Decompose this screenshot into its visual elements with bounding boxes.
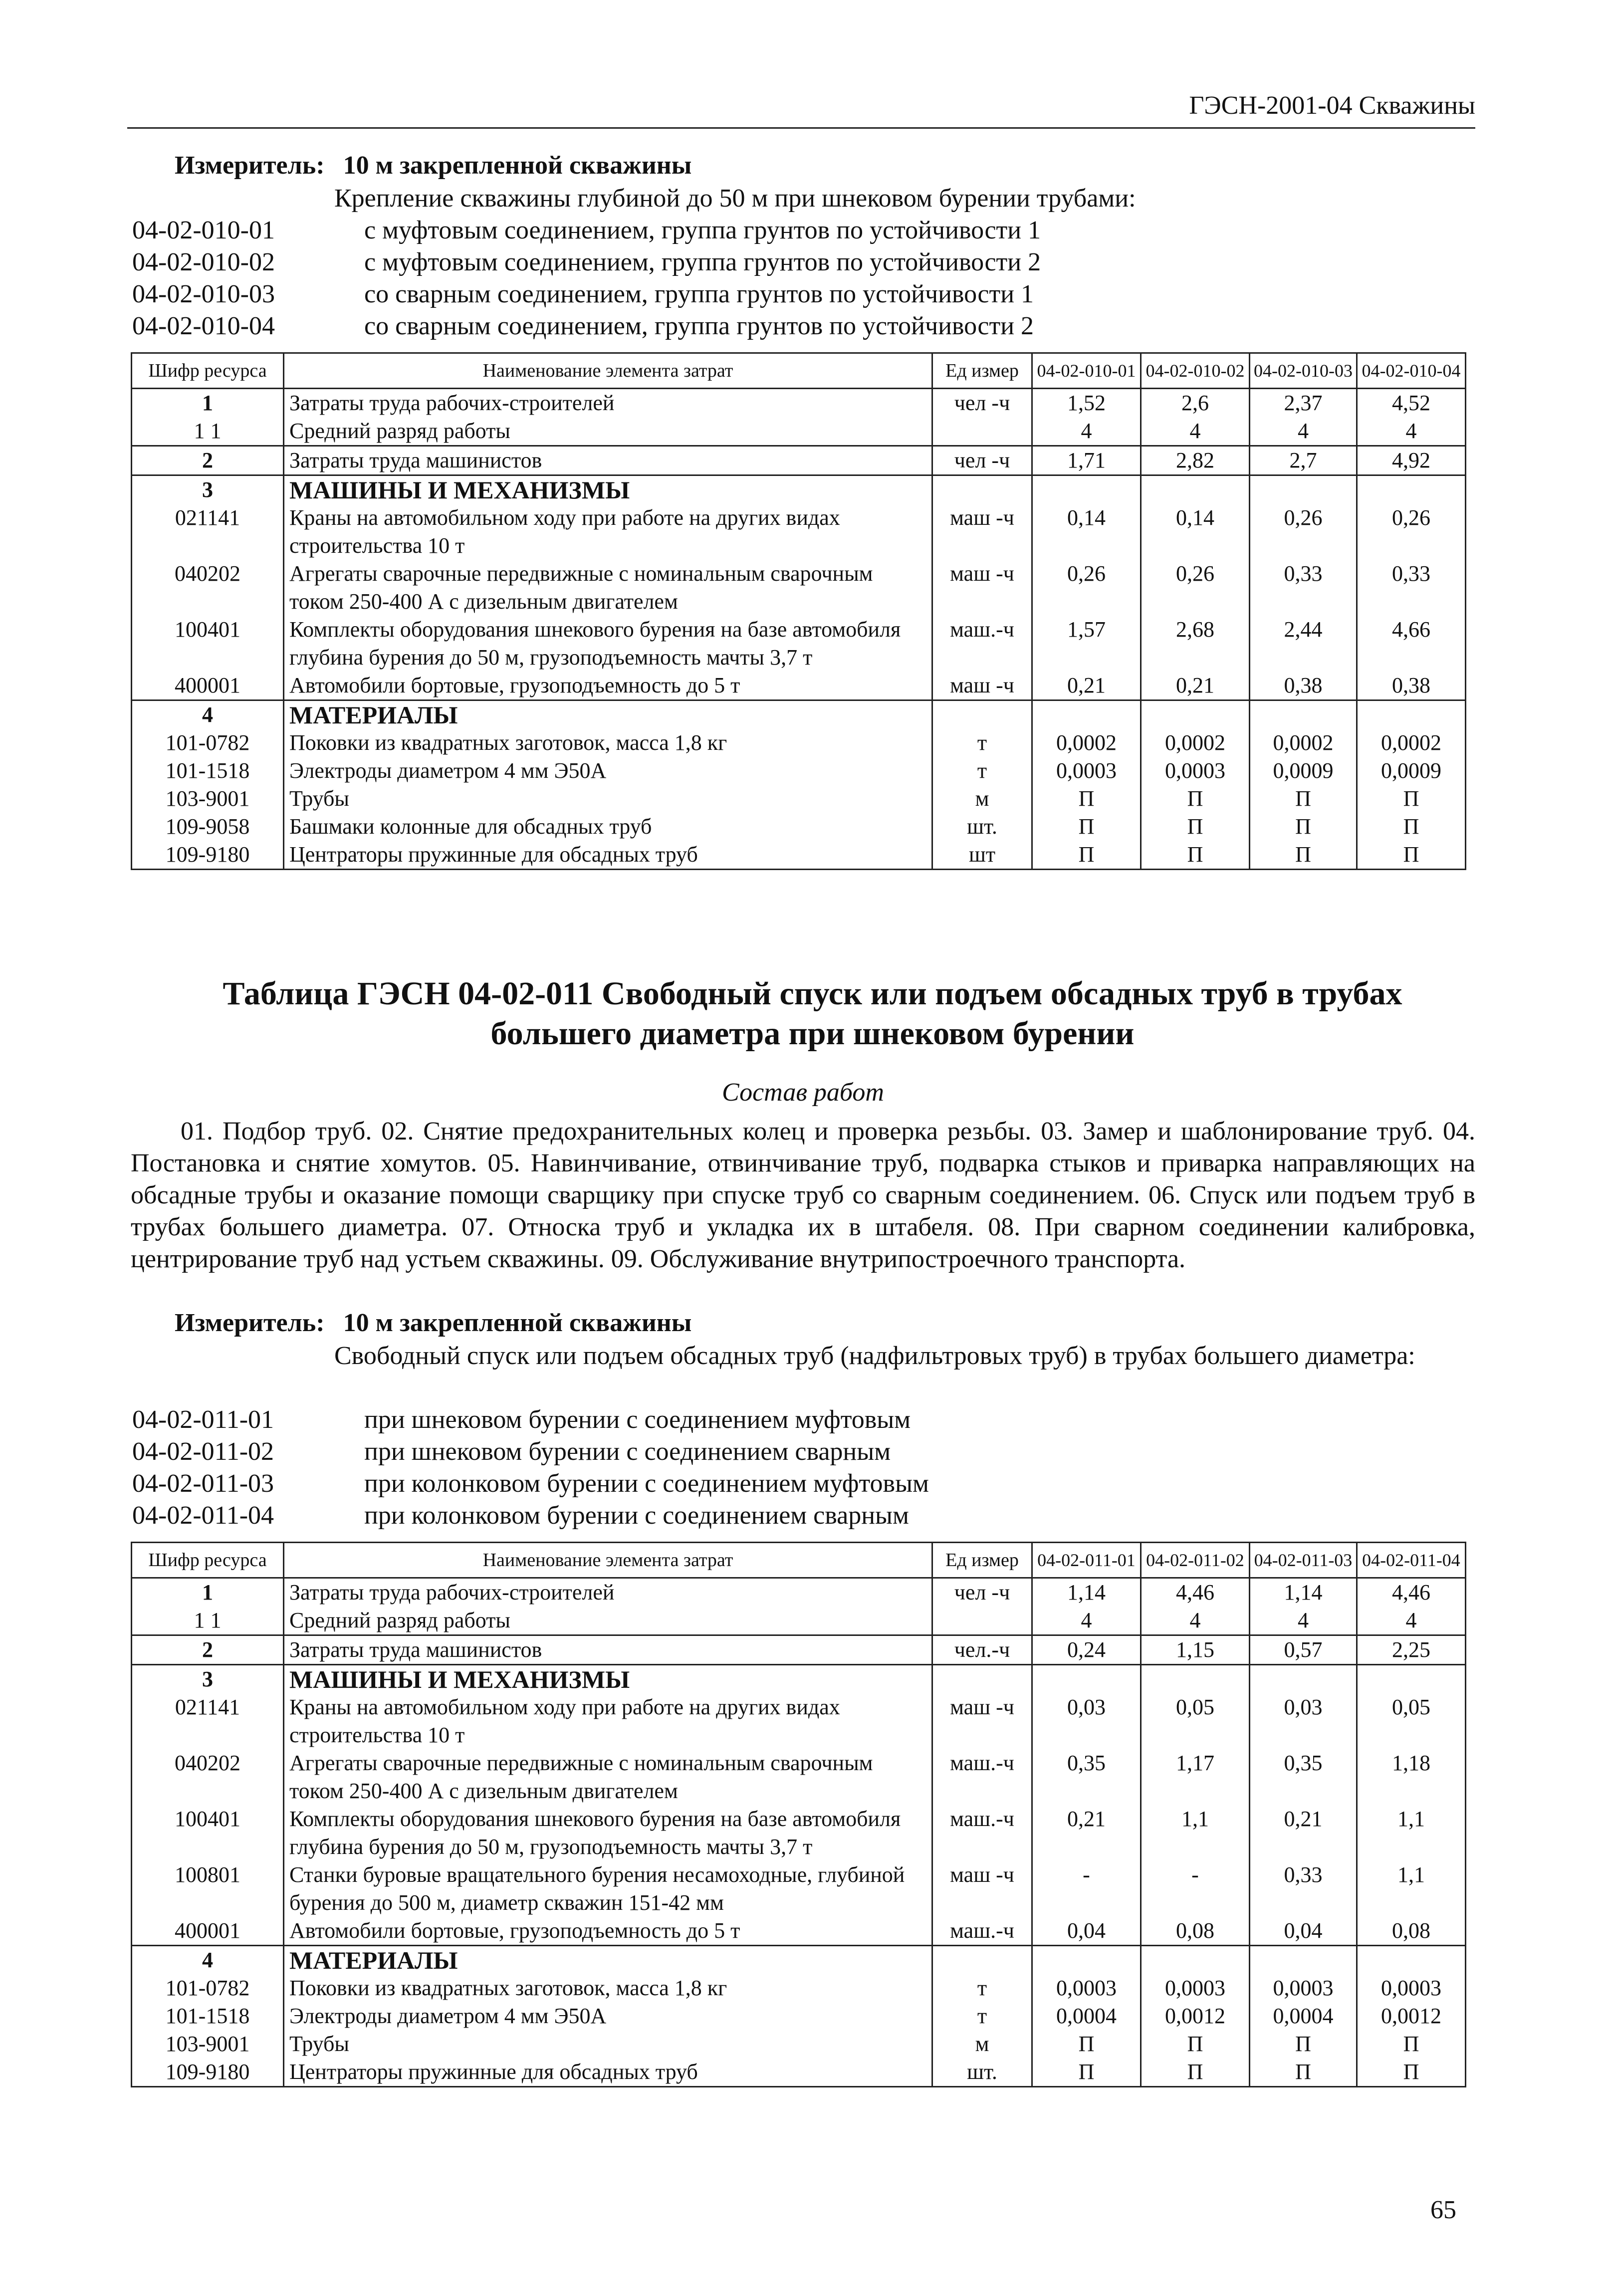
cell-unit: чел -ч (932, 446, 1032, 475)
cell-cost-element: Центраторы пружинные для обсадных труб (284, 841, 932, 870)
cell-norm-value: 1,1 (1141, 1805, 1250, 1861)
cell-norm-value: 4,52 (1357, 389, 1466, 418)
item-code: 04-02-010-01 (132, 216, 275, 244)
cell-norm-value: 1,52 (1032, 389, 1141, 418)
cell-cost-element: Затраты труда рабочих-строителей (284, 1578, 932, 1607)
cell-resource-code: 2 (132, 446, 284, 475)
header-norm-code: 04-02-010-02 (1141, 353, 1250, 389)
cell-resource-code: 3 (132, 475, 284, 504)
cell-unit (932, 700, 1032, 729)
norm-table-011 (131, 1542, 1466, 2087)
item-desc: со сварным соединением, группа грунтов по устойчивости 2 (364, 312, 1034, 340)
cell-norm-value: - (1032, 1861, 1141, 1917)
cell-norm-value: 0,38 (1250, 672, 1357, 700)
cell-cost-element: Краны на автомобильном ходу при работе на других видах строительства 10 т (284, 504, 932, 560)
cell-norm-value: П (1032, 813, 1141, 841)
header-norm-code: 04-02-011-03 (1250, 1543, 1357, 1578)
cell-norm-value: 1,17 (1141, 1749, 1250, 1805)
cell-norm-value: П (1141, 2030, 1250, 2058)
cell-norm-value: 4,66 (1357, 616, 1466, 672)
cell-norm-value: 0,0002 (1141, 729, 1250, 757)
code-list-item (132, 1500, 1475, 1532)
table-row (132, 1749, 1466, 1805)
cell-norm-value: 0,04 (1032, 1917, 1141, 1946)
cell-norm-value: 0,0002 (1357, 729, 1466, 757)
block2-code-list (132, 1404, 1475, 1532)
header-norm-code: 04-02-010-01 (1032, 353, 1141, 389)
item-code: 04-02-010-03 (132, 280, 275, 308)
cell-norm-value: П (1032, 841, 1141, 870)
cell-unit: маш -ч (932, 1693, 1032, 1749)
cell-norm-value: 2,6 (1141, 389, 1250, 418)
item-desc: с муфтовым соединением, группа грунтов по устойчивости 2 (364, 248, 1041, 276)
cell-resource-code: 101-1518 (132, 2002, 284, 2030)
table-row (132, 729, 1466, 757)
table-row (132, 504, 1466, 560)
cell-norm-value: 0,0003 (1032, 757, 1141, 785)
code-list-item (132, 215, 1475, 246)
table-row (132, 1974, 1466, 2002)
cell-norm-value: 4 (1250, 1607, 1357, 1635)
item-code: 04-02-011-02 (132, 1437, 274, 1466)
cell-norm-value: П (1141, 813, 1250, 841)
table-header-row (132, 353, 1466, 389)
cell-resource-code: 109-9058 (132, 813, 284, 841)
running-header: ГЭСН-2001-04 Скважины (127, 91, 1475, 129)
cell-unit (932, 1665, 1032, 1694)
cell-unit: чел -ч (932, 389, 1032, 418)
cell-resource-code: 040202 (132, 560, 284, 616)
cell-unit: т (932, 1974, 1032, 2002)
cell-norm-value: 0,03 (1032, 1693, 1141, 1749)
cell-norm-value: 1,15 (1141, 1635, 1250, 1665)
item-code: 04-02-011-04 (132, 1501, 274, 1530)
cell-norm-value: П (1141, 841, 1250, 870)
cell-resource-code: 109-9180 (132, 841, 284, 870)
cell-cost-element: Трубы (284, 785, 932, 813)
cell-cost-element: Поковки из квадратных заготовок, масса 1,8 кг (284, 1974, 932, 2002)
table-row (132, 475, 1466, 504)
cell-norm-value: 1,1 (1357, 1805, 1466, 1861)
cell-norm-value: 0,0003 (1141, 757, 1250, 785)
item-desc: со сварным соединением, группа грунтов по устойчивости 1 (364, 280, 1034, 308)
cell-norm-value (1357, 475, 1466, 504)
cell-norm-value: 2,68 (1141, 616, 1250, 672)
cell-norm-value: 4 (1357, 417, 1466, 446)
table-row (132, 389, 1466, 418)
cell-unit: т (932, 2002, 1032, 2030)
table-header-row (132, 1543, 1466, 1578)
cell-norm-value: 4,46 (1357, 1578, 1466, 1607)
cell-norm-value: 0,0004 (1250, 2002, 1357, 2030)
cell-norm-value (1032, 700, 1141, 729)
measure-line-2 (175, 1307, 1476, 1339)
cell-norm-value: 4 (1357, 1607, 1466, 1635)
cell-norm-value (1357, 700, 1466, 729)
cell-norm-value: П (1032, 2058, 1141, 2087)
cell-unit: шт. (932, 2058, 1032, 2087)
cell-norm-value: 0,04 (1250, 1917, 1357, 1946)
table-row (132, 1665, 1466, 1694)
cell-unit: маш -ч (932, 560, 1032, 616)
table-row (132, 1861, 1466, 1917)
cell-cost-element: МАТЕРИАЛЫ (284, 700, 932, 729)
cell-norm-value (1357, 1946, 1466, 1975)
cell-norm-value: 0,21 (1141, 672, 1250, 700)
header-unit: Ед измер (932, 1543, 1032, 1578)
cell-norm-value: 0,35 (1250, 1749, 1357, 1805)
cell-norm-value (1141, 1946, 1250, 1975)
cell-cost-element: Электроды диаметром 4 мм Э50А (284, 757, 932, 785)
cell-norm-value: 0,26 (1357, 504, 1466, 560)
cell-norm-value: 2,37 (1250, 389, 1357, 418)
cell-unit (932, 1607, 1032, 1635)
page-number: 65 (1430, 2196, 1456, 2224)
norm-table-010 (131, 352, 1466, 870)
table-body (132, 1578, 1466, 2087)
cell-norm-value: П (1357, 841, 1466, 870)
cell-unit: шт. (932, 813, 1032, 841)
header-norm-code: 04-02-010-04 (1357, 353, 1466, 389)
cell-norm-value: 0,0003 (1250, 1974, 1357, 2002)
table-row (132, 2002, 1466, 2030)
cell-unit (932, 1946, 1032, 1975)
cell-unit: м (932, 785, 1032, 813)
cell-norm-value: 0,24 (1032, 1635, 1141, 1665)
table-row (132, 1635, 1466, 1665)
cell-norm-value (1032, 1665, 1141, 1694)
cell-norm-value: П (1250, 813, 1357, 841)
cell-resource-code: 1 1 (132, 417, 284, 446)
code-list-item (132, 278, 1475, 310)
header-norm-code: 04-02-011-01 (1032, 1543, 1141, 1578)
header-resource-code: Шифр ресурса (132, 1543, 284, 1578)
code-list-item (132, 1436, 1475, 1468)
cell-norm-value: 4,46 (1141, 1578, 1250, 1607)
cell-norm-value: 0,21 (1250, 1805, 1357, 1861)
cell-norm-value: 0,08 (1141, 1917, 1250, 1946)
cell-unit: маш.-ч (932, 1749, 1032, 1805)
cell-cost-element: Автомобили бортовые, грузоподъемность до 5 т (284, 1917, 932, 1946)
cell-norm-value (1032, 1946, 1141, 1975)
cell-norm-value: П (1357, 785, 1466, 813)
cell-norm-value (1250, 1665, 1357, 1694)
cell-resource-code: 400001 (132, 672, 284, 700)
header-norm-code: 04-02-011-04 (1357, 1543, 1466, 1578)
block2-intro: Свободный спуск или подъем обсадных труб (надфильтровых труб) в трубах большего диаметра: (334, 1342, 1415, 1370)
cell-resource-code: 3 (132, 1665, 284, 1694)
cell-norm-value: П (1357, 2058, 1466, 2087)
cell-norm-value: П (1141, 2058, 1250, 2087)
cell-resource-code: 4 (132, 1946, 284, 1975)
cell-cost-element: Затраты труда машинистов (284, 1635, 932, 1665)
item-code: 04-02-010-02 (132, 248, 275, 276)
block1-intro: Крепление скважины глубиной до 50 м при шнековом бурении трубами: (334, 184, 1136, 213)
cell-norm-value: 0,0003 (1357, 1974, 1466, 2002)
cell-norm-value: 0,38 (1357, 672, 1466, 700)
cell-norm-value (1141, 475, 1250, 504)
cell-cost-element: Поковки из квадратных заготовок, масса 1,8 кг (284, 729, 932, 757)
cell-norm-value: 0,26 (1032, 560, 1141, 616)
cell-unit: маш -ч (932, 672, 1032, 700)
cell-norm-value: П (1032, 2030, 1141, 2058)
cell-unit: чел.-ч (932, 1635, 1032, 1665)
cell-cost-element: Затраты труда рабочих-строителей (284, 389, 932, 418)
cell-norm-value: 0,08 (1357, 1917, 1466, 1946)
cell-norm-value: 0,0003 (1141, 1974, 1250, 2002)
table-row (132, 813, 1466, 841)
cell-resource-code: 101-0782 (132, 1974, 284, 2002)
cell-resource-code: 4 (132, 700, 284, 729)
cell-norm-value: 1,71 (1032, 446, 1141, 475)
cell-norm-value: П (1141, 785, 1250, 813)
item-code: 04-02-010-04 (132, 312, 275, 340)
cell-norm-value: 0,33 (1250, 1861, 1357, 1917)
cell-unit: маш -ч (932, 1861, 1032, 1917)
cell-norm-value: 1,14 (1032, 1578, 1141, 1607)
cell-norm-value (1141, 700, 1250, 729)
measure-line-1 (175, 150, 1476, 182)
cell-unit: маш.-ч (932, 1805, 1032, 1861)
cell-cost-element: Средний разряд работы (284, 417, 932, 446)
item-desc: при шнековом бурении с соединением сварным (364, 1437, 891, 1466)
composition-title: Состав работ (722, 1078, 884, 1107)
cell-unit: маш -ч (932, 504, 1032, 560)
table-row (132, 1917, 1466, 1946)
cell-norm-value: 0,33 (1250, 560, 1357, 616)
cell-norm-value: 4 (1250, 417, 1357, 446)
cell-norm-value: 1,57 (1032, 616, 1141, 672)
cell-unit (932, 475, 1032, 504)
cell-resource-code: 100401 (132, 616, 284, 672)
item-code: 04-02-011-01 (132, 1405, 274, 1434)
cell-unit (932, 417, 1032, 446)
cell-norm-value: 0,0002 (1032, 729, 1141, 757)
cell-norm-value: 0,35 (1032, 1749, 1141, 1805)
measure-label: Измеритель: (175, 151, 325, 180)
table-row (132, 785, 1466, 813)
cell-norm-value: 0,0009 (1357, 757, 1466, 785)
cell-norm-value: 2,82 (1141, 446, 1250, 475)
cell-cost-element: Электроды диаметром 4 мм Э50А (284, 2002, 932, 2030)
item-code: 04-02-011-03 (132, 1469, 274, 1498)
cell-norm-value: 0,0003 (1032, 1974, 1141, 2002)
cell-norm-value: 0,0012 (1141, 2002, 1250, 2030)
cell-unit: шт (932, 841, 1032, 870)
item-desc: при колонковом бурении с соединением муфтовым (364, 1469, 929, 1498)
table-row (132, 1693, 1466, 1749)
cell-norm-value: 4 (1141, 417, 1250, 446)
table-title: Таблица ГЭСН 04-02-011 Свободный спуск или подъем обсадных труб в трубах большего диаметра при шнековом бурении (223, 975, 1402, 1052)
cell-resource-code: 1 (132, 1578, 284, 1607)
measure-value: 10 м закрепленной скважины (343, 1309, 692, 1337)
cell-norm-value: 0,21 (1032, 672, 1141, 700)
cell-cost-element: МАТЕРИАЛЫ (284, 1946, 932, 1975)
cell-norm-value: 0,0002 (1250, 729, 1357, 757)
cell-norm-value: 0,0009 (1250, 757, 1357, 785)
cell-resource-code: 100401 (132, 1805, 284, 1861)
cell-resource-code: 1 1 (132, 1607, 284, 1635)
item-desc: при колонковом бурении с соединением сварным (364, 1501, 909, 1530)
cell-cost-element: Краны на автомобильном ходу при работе на других видах строительства 10 т (284, 1693, 932, 1749)
composition-text: 01. Подбор труб. 02. Снятие предохранительных колец и проверка резьбы. 03. Замер и шаблонирование труб. 04. Постановка и снятие хомутов. 05. Навинчивание, отвинчивание труб, подварка стыков и приварка направляющих на обсадные трубы и оказание помощи сварщику при спуске труб со сварным соединением. 06. Спуск или подъем труб в трубах большего диаметра. 07. Относка труб и укладка их в штабеля. 08. При сварном соединении калибровка, центрирование труб над устьем скважины. 09. Обслуживание внутрипостроечного транспорта. (131, 1117, 1475, 1273)
cell-resource-code: 100801 (132, 1861, 284, 1917)
cell-cost-element: МАШИНЫ И МЕХАНИЗМЫ (284, 475, 932, 504)
cell-norm-value (1141, 1665, 1250, 1694)
table-row (132, 757, 1466, 785)
cell-cost-element: Центраторы пружинные для обсадных труб (284, 2058, 932, 2087)
table-body (132, 389, 1466, 870)
cell-resource-code: 400001 (132, 1917, 284, 1946)
cell-norm-value (1250, 700, 1357, 729)
cell-norm-value: 4 (1141, 1607, 1250, 1635)
cell-norm-value: 0,0012 (1357, 2002, 1466, 2030)
code-list-item (132, 1468, 1475, 1500)
table-row (132, 560, 1466, 616)
cell-norm-value: П (1357, 2030, 1466, 2058)
cell-norm-value: 0,14 (1141, 504, 1250, 560)
cell-norm-value: 0,33 (1357, 560, 1466, 616)
cell-norm-value: 4 (1032, 417, 1141, 446)
cell-norm-value: 0,03 (1250, 1693, 1357, 1749)
cell-norm-value: П (1250, 2030, 1357, 2058)
code-list-item (132, 1404, 1475, 1436)
cell-norm-value: 2,25 (1357, 1635, 1466, 1665)
item-desc: при шнековом бурении с соединением муфтовым (364, 1405, 911, 1434)
block1-code-list (132, 215, 1475, 342)
cell-norm-value: 0,26 (1250, 504, 1357, 560)
cell-resource-code: 040202 (132, 1749, 284, 1805)
cell-norm-value: 0,14 (1032, 504, 1141, 560)
cell-cost-element: Комплекты оборудования шнекового бурения на базе автомобиля глубина бурения до 50 м, грузоподъемность мачты 3,7 т (284, 1805, 932, 1861)
cell-unit: маш.-ч (932, 616, 1032, 672)
code-list-item (132, 310, 1475, 342)
cell-cost-element: Агрегаты сварочные передвижные с номинальным сварочным током 250-400 А с дизельным двигателем (284, 1749, 932, 1805)
measure-label: Измеритель: (175, 1309, 325, 1337)
cell-norm-value: 2,44 (1250, 616, 1357, 672)
table-row (132, 616, 1466, 672)
cell-norm-value: 4,92 (1357, 446, 1466, 475)
cell-norm-value: 1,18 (1357, 1749, 1466, 1805)
cell-cost-element: Агрегаты сварочные передвижные с номинальным сварочным током 250-400 А с дизельным двигателем (284, 560, 932, 616)
cell-norm-value: 2,7 (1250, 446, 1357, 475)
table-row (132, 2030, 1466, 2058)
header-cost-element: Наименование элемента затрат (284, 1543, 932, 1578)
cell-norm-value: 4 (1032, 1607, 1141, 1635)
cell-resource-code: 021141 (132, 504, 284, 560)
cell-norm-value: 1,14 (1250, 1578, 1357, 1607)
cell-norm-value: П (1250, 2058, 1357, 2087)
cell-cost-element: Башмаки колонные для обсадных труб (284, 813, 932, 841)
cell-cost-element: МАШИНЫ И МЕХАНИЗМЫ (284, 1665, 932, 1694)
cell-resource-code: 101-1518 (132, 757, 284, 785)
table-row (132, 1578, 1466, 1607)
cell-resource-code: 101-0782 (132, 729, 284, 757)
cell-unit: т (932, 729, 1032, 757)
cell-norm-value: 0,26 (1141, 560, 1250, 616)
cell-resource-code: 021141 (132, 1693, 284, 1749)
cell-norm-value: 0,21 (1032, 1805, 1141, 1861)
cell-norm-value: 1,1 (1357, 1861, 1466, 1917)
cell-unit: м (932, 2030, 1032, 2058)
cell-resource-code: 1 (132, 389, 284, 418)
cell-resource-code: 109-9180 (132, 2058, 284, 2087)
cell-norm-value (1250, 1946, 1357, 1975)
header-norm-code: 04-02-010-03 (1250, 353, 1357, 389)
table-row (132, 841, 1466, 870)
cell-cost-element: Автомобили бортовые, грузоподъемность до 5 т (284, 672, 932, 700)
cell-norm-value: 0,05 (1357, 1693, 1466, 1749)
cell-cost-element: Трубы (284, 2030, 932, 2058)
table-row (132, 2058, 1466, 2087)
cell-norm-value: - (1141, 1861, 1250, 1917)
cell-norm-value (1032, 475, 1141, 504)
cell-norm-value: П (1250, 785, 1357, 813)
cell-unit: чел -ч (932, 1578, 1032, 1607)
cell-cost-element: Станки буровые вращательного бурения несамоходные, глубиной бурения до 500 м, диаметр скважин 151-42 мм (284, 1861, 932, 1917)
table-row (132, 417, 1466, 446)
table-row (132, 1805, 1466, 1861)
table-row (132, 1607, 1466, 1635)
header-norm-code: 04-02-011-02 (1141, 1543, 1250, 1578)
header-cost-element: Наименование элемента затрат (284, 353, 932, 389)
header-resource-code: Шифр ресурса (132, 353, 284, 389)
cell-resource-code: 103-9001 (132, 785, 284, 813)
cell-norm-value: П (1250, 841, 1357, 870)
cell-norm-value (1250, 475, 1357, 504)
cell-norm-value: 0,05 (1141, 1693, 1250, 1749)
cell-resource-code: 103-9001 (132, 2030, 284, 2058)
cell-cost-element: Комплекты оборудования шнекового бурения на базе автомобиля глубина бурения до 50 м, грузоподъемность мачты 3,7 т (284, 616, 932, 672)
item-desc: с муфтовым соединением, группа грунтов по устойчивости 1 (364, 216, 1041, 244)
measure-value: 10 м закрепленной скважины (343, 151, 692, 180)
header-unit: Ед измер (932, 353, 1032, 389)
cell-norm-value (1357, 1665, 1466, 1694)
cell-norm-value: 0,0004 (1032, 2002, 1141, 2030)
cell-cost-element: Средний разряд работы (284, 1607, 932, 1635)
code-list-item (132, 246, 1475, 278)
table-row (132, 446, 1466, 475)
cell-norm-value: П (1032, 785, 1141, 813)
table-row (132, 700, 1466, 729)
cell-resource-code: 2 (132, 1635, 284, 1665)
cell-unit: т (932, 757, 1032, 785)
table-row (132, 1946, 1466, 1975)
cell-unit: маш.-ч (932, 1917, 1032, 1946)
cell-cost-element: Затраты труда машинистов (284, 446, 932, 475)
table-row (132, 672, 1466, 700)
cell-norm-value: 0,57 (1250, 1635, 1357, 1665)
cell-norm-value: П (1357, 813, 1466, 841)
